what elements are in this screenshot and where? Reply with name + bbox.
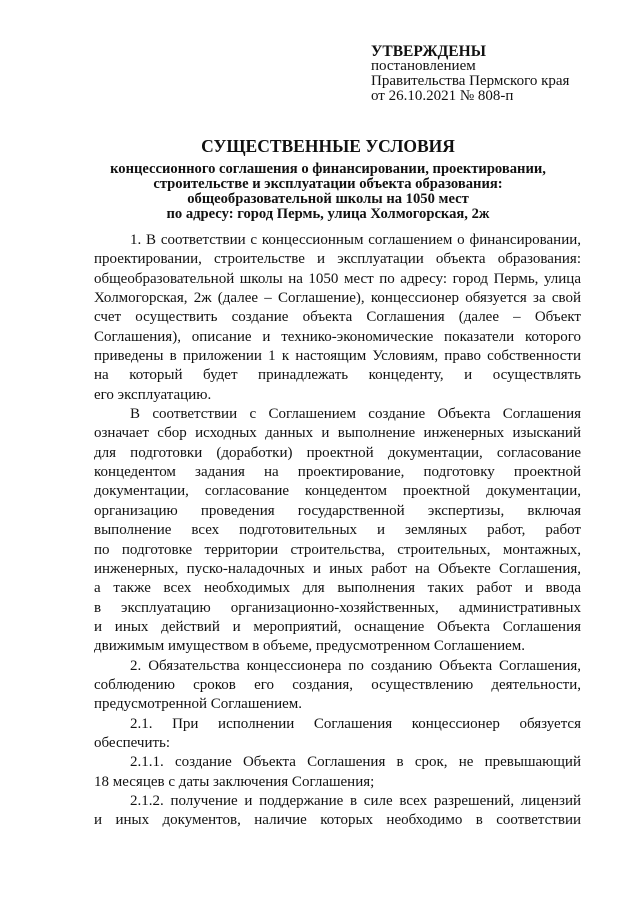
approval-by: постановлением — [371, 58, 476, 74]
body-line: его эксплуатацию. — [94, 386, 212, 403]
body-line: В соответствии с Соглашением создание Объекта Соглашения — [130, 406, 581, 423]
body-line: Холмогорская, 2ж (далее – Соглашение), концессионер обязуется за свой — [94, 290, 581, 307]
body-line: счет осуществить создание объекта Соглашения (далее – Объект — [94, 309, 581, 326]
body-line: выполнение всех подготовительных и земляных работ, работ — [94, 522, 581, 539]
body-line: а также всех необходимых для выполнения таких работ и ввода — [94, 580, 581, 597]
heading-subtitle-line: строительстве и эксплуатации объекта образования: — [153, 176, 503, 192]
approval-title: УТВЕРЖДЕНЫ — [371, 43, 486, 60]
body-line: 2.1. При исполнении Соглашения концессионер обязуется — [130, 715, 581, 732]
body-line: в эксплуатацию организационно-хозяйственных, административных — [94, 599, 581, 616]
body-line: 2. Обязательства концессионера по созданию Объекта Соглашения, — [130, 657, 581, 674]
heading-subtitle-line: по адресу: город Пермь, улица Холмогорская, 2ж — [166, 206, 490, 222]
body-line: по подготовке территории строительства, строительных, монтажных, — [94, 541, 581, 558]
body-line: Соглашения), описание и технико-экономические показатели которого — [94, 328, 581, 345]
heading-title: СУЩЕСТВЕННЫЕ УСЛОВИЯ — [201, 136, 455, 156]
body-line: 18 месяцев с даты заключения Соглашения; — [94, 773, 375, 790]
body-line: предусмотренной Соглашением. — [94, 696, 303, 713]
body-line: обеспечить: — [94, 734, 171, 751]
body-line: общеобразовательной школы на 1050 мест по адресу: город Пермь, улица — [94, 270, 581, 287]
approval-date-number: от 26.10.2021 № 808-п — [371, 88, 514, 104]
approval-stamp — [371, 44, 621, 104]
body-line: для подготовки (доработки) проектной документации, согласование — [94, 444, 581, 461]
document-body — [94, 231, 581, 831]
body-line: 1. В соответствии с концессионным соглашением о финансировании, — [130, 232, 581, 248]
body-line: приведены в приложении 1 к настоящим Условиям, право собственности — [94, 348, 581, 365]
document-heading — [60, 136, 596, 222]
body-line: документации, согласование концедентом проектной документации, — [94, 483, 581, 500]
body-line: соблюдению сроков его создания, осуществлению деятельности, — [94, 676, 581, 693]
approval-authority: Правительства Пермского края — [371, 73, 570, 89]
heading-subtitle-line: общеобразовательной школы на 1050 мест — [187, 191, 469, 207]
body-line: 2.1.1. создание Объекта Соглашения в срок, не превышающий — [130, 754, 581, 771]
body-line: инженерных, пуско-наладочных и иных работ на Объекте Соглашения, — [94, 560, 581, 577]
body-line: организацию проведения государственной экспертизы, включая — [94, 502, 581, 519]
body-line: и иных действий и мероприятий, оснащение Объекта Соглашения — [94, 618, 581, 635]
body-line: 2.1.2. получение и поддержание в силе всех разрешений, лицензий — [130, 792, 581, 809]
body-line: на который будет принадлежать концеденту, и осуществлять — [94, 367, 581, 384]
heading-subtitle-line: концессионного соглашения о финансировании, проектировании, — [110, 161, 546, 177]
body-line: означает сбор исходных данных и выполнение инженерных изысканий — [94, 425, 581, 442]
body-line: проектировании, строительстве и эксплуатации объекта образования: — [94, 251, 581, 268]
body-line: концедентом задания на проектирование, подготовку проектной — [94, 464, 581, 481]
body-line: движимым имуществом в объеме, предусмотренном Соглашением. — [94, 638, 526, 655]
body-line: и иных документов, наличие которых необходимо в соответствии — [94, 812, 581, 829]
